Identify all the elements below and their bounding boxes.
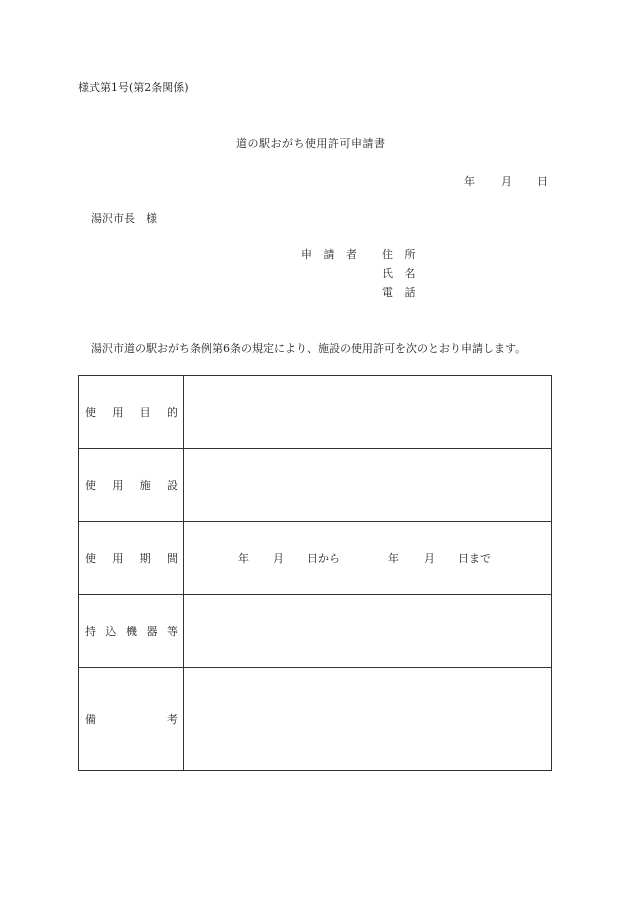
remarks-field[interactable] (184, 668, 552, 771)
name-label: 氏 名 (382, 267, 420, 280)
table-row-period (79, 522, 552, 595)
equipment-label-char: 等 (167, 625, 178, 638)
equipment-label-char: 器 (146, 625, 158, 638)
date-year: 年 (464, 175, 475, 188)
application-table (78, 375, 552, 771)
facility-label (79, 449, 184, 522)
date-day: 日 (537, 175, 548, 188)
purpose-label-char: 用 (112, 406, 124, 419)
period-label-char: 使 (85, 552, 96, 565)
period-to-day: 日まで (458, 552, 491, 565)
date-month: 月 (501, 175, 512, 188)
table-row-purpose (79, 376, 552, 449)
remarks-label-char: 考 (167, 713, 178, 726)
applicant-label: 申 請 者 (301, 248, 361, 261)
addressee: 湯沢市長 様 (91, 212, 157, 225)
table-row-remarks (79, 668, 552, 771)
equipment-field[interactable] (184, 595, 552, 668)
facility-label-char: 設 (166, 479, 178, 492)
period-field[interactable] (184, 522, 552, 595)
period-from-year: 年 (238, 552, 249, 565)
equipment-label-char: 持 (85, 625, 96, 638)
facility-label-char: 使 (85, 479, 96, 492)
statement: 湯沢市道の駅おがち条例第6条の規定により、施設の使用許可を次のとおり申請します。 (91, 342, 527, 355)
period-from-day: 日から (307, 552, 340, 565)
period-to-month: 月 (424, 552, 435, 565)
purpose-label-char: 目 (139, 406, 151, 419)
remarks-label (79, 668, 184, 771)
table-row-facility (79, 449, 552, 522)
remarks-label-char: 備 (85, 713, 96, 726)
equipment-label (79, 595, 184, 668)
facility-field[interactable] (184, 449, 552, 522)
address-label: 住 所 (382, 248, 420, 261)
equipment-label-char: 機 (126, 625, 137, 638)
form-number: 様式第1号(第2条関係) (78, 81, 189, 94)
period-to-year: 年 (388, 552, 399, 565)
period-label (79, 522, 184, 595)
period-label-char: 用 (112, 552, 124, 565)
purpose-label-char: 的 (166, 406, 178, 419)
period-label-char: 期 (139, 552, 151, 565)
phone-label: 電 話 (382, 286, 420, 299)
facility-label-char: 用 (112, 479, 124, 492)
period-label-char: 間 (166, 552, 178, 565)
purpose-label (79, 376, 184, 449)
table-row-equipment (79, 595, 552, 668)
equipment-label-char: 込 (105, 625, 117, 638)
facility-label-char: 施 (139, 479, 151, 492)
period-from-month: 月 (273, 552, 284, 565)
purpose-field[interactable] (184, 376, 552, 449)
document-title: 道の駅おがち使用許可申請書 (236, 137, 386, 150)
purpose-label-char: 使 (85, 406, 96, 419)
